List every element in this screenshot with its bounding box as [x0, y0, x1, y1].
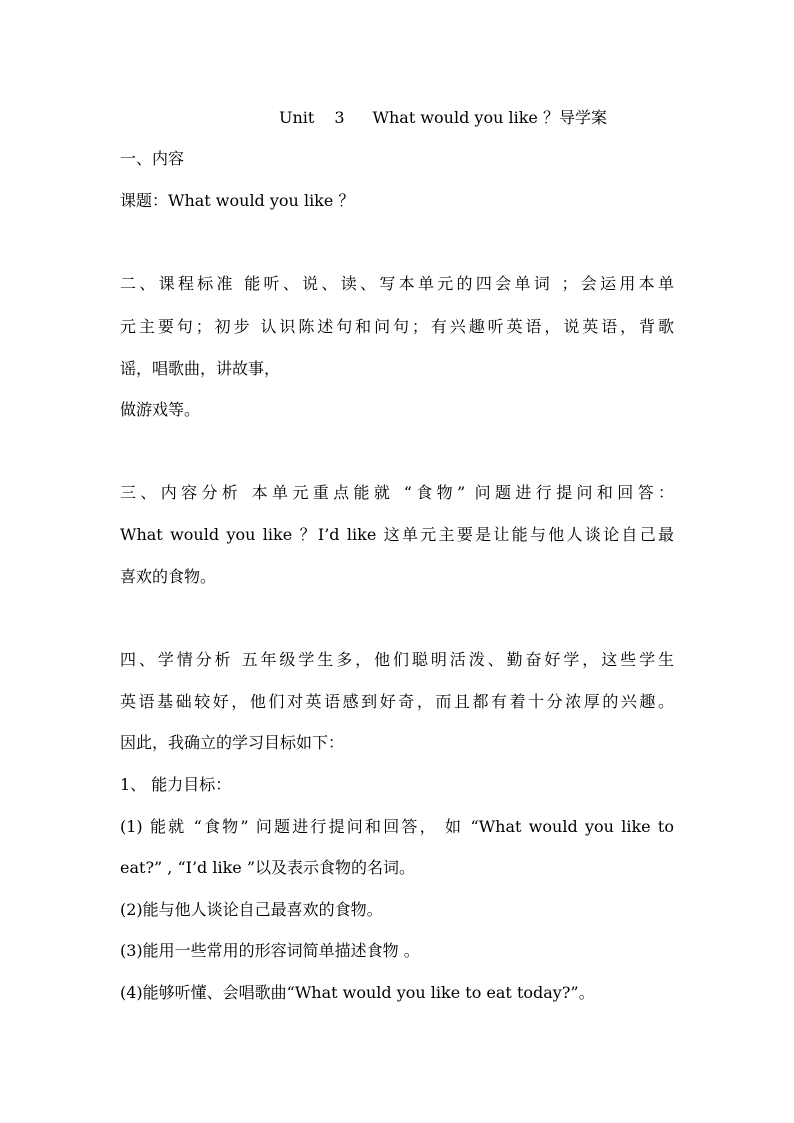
goal-item-4: (4)能够听懂、会唱歌曲“What would you like to eat today?”。 — [120, 983, 595, 1002]
goal-heading: 1、 能力目标： — [120, 775, 232, 794]
goal-item-2: (2)能与他人谈论自己最喜欢的食物。 — [120, 900, 383, 919]
goal-item-1-line-2: eat?” , “I’d like ”以及表示食物的名词。 — [120, 858, 416, 877]
section-2-line-2: 元主要句；初步 认识陈述句和问句；有兴趣听英语，说英语，背歌 — [120, 317, 674, 336]
lesson-topic: 课题：What would you like ？ — [120, 191, 355, 210]
section-2-line-4: 做游戏等。 — [120, 400, 201, 419]
document-title — [279, 107, 607, 129]
section-4-line-1: 四、学情分析 五年级学生多，他们聪明活泼、勤奋好学，这些学生 — [120, 650, 674, 669]
section-2-line-3: 谣，唱歌曲，讲故事， — [120, 359, 281, 378]
section-4-line-3: 因此，我确立的学习目标如下： — [120, 733, 345, 752]
section-1-heading: 一、内容 — [120, 149, 185, 168]
goal-item-1-line-1: (1) 能就 “食物” 问题进行提问和回答， 如 “What would you like to — [120, 817, 674, 836]
goal-item-3: (3)能用一些常用的形容词简单描述食物 。 — [120, 941, 420, 960]
section-3-line-3: 喜欢的食物。 — [120, 567, 217, 586]
section-3-line-2: What would you like ？I’d like 这单元主要是让能与他人谈论自己最 — [120, 525, 674, 544]
section-2-line-1: 二、课程标准 能听、说、读、写本单元的四会单词 ；会运用本单 — [120, 274, 674, 293]
title-unit-number: 3 — [334, 108, 345, 127]
title-unit: Unit — [279, 108, 315, 127]
section-3-line-1: 三、内容分析 本单元重点能就 “食物” 问题进行提问和回答： — [120, 483, 674, 502]
section-4-line-2: 英语基础较好，他们对英语感到好奇，而且都有着十分浓厚的兴趣。 — [120, 692, 674, 711]
title-text: What would you like ？导学案 — [372, 108, 607, 127]
